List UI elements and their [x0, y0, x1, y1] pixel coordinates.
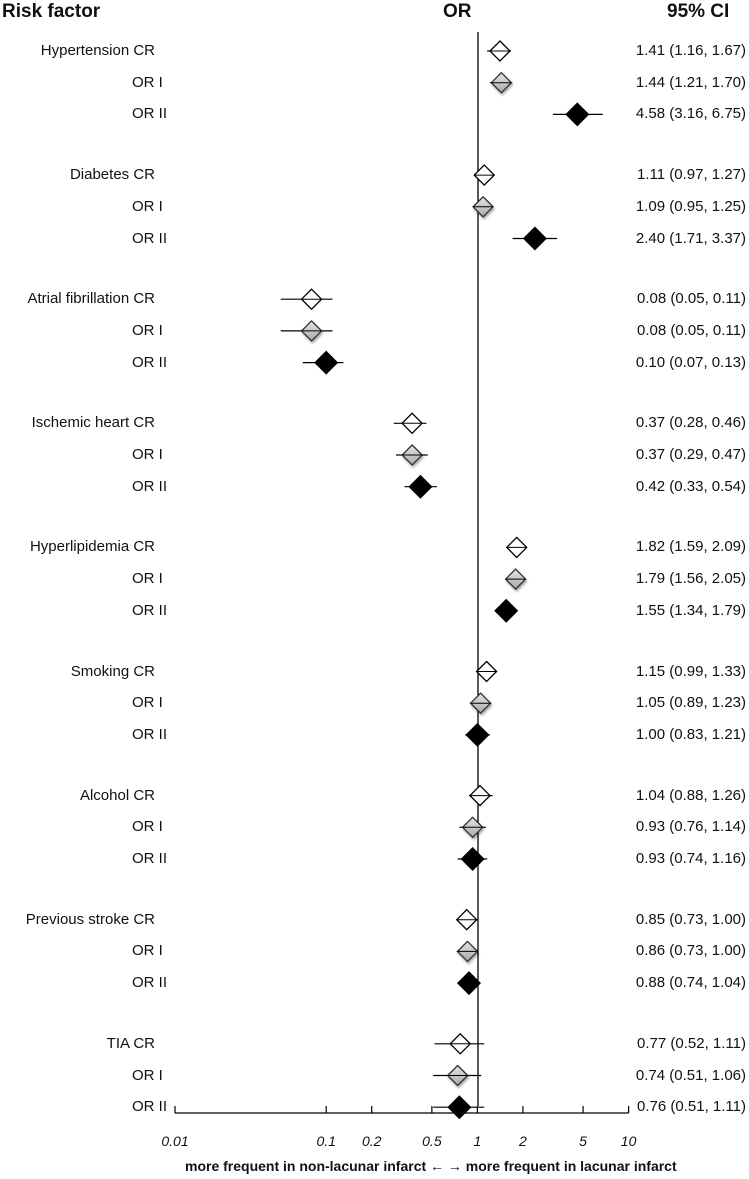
estimate-marker	[303, 351, 344, 375]
ci-value: 0.08 (0.05, 0.11)	[637, 290, 746, 308]
axis-tick-label: 2	[519, 1133, 527, 1149]
estimate-marker	[469, 786, 493, 806]
axis-tick-label: 0.01	[161, 1133, 189, 1149]
estimate-marker	[477, 662, 497, 682]
ci-value: 0.93 (0.76, 1.14)	[635, 818, 746, 836]
row-label-sub: OR I	[132, 694, 163, 712]
estimate-marker	[281, 321, 333, 341]
row-label-group: Atrial fibrillation CR	[27, 290, 155, 308]
row-label-sub: OR II	[132, 1098, 168, 1116]
row-label-group: Ischemic heart CR	[31, 414, 155, 432]
row-label-sub: OR II	[132, 974, 168, 992]
estimate-marker	[396, 445, 428, 465]
estimate-marker	[457, 941, 478, 961]
header-ci: 95% CI	[667, 1, 730, 22]
row-label-group: Hypertension CR	[40, 42, 155, 59]
ci-value: 0.10 (0.07, 0.13)	[635, 353, 746, 371]
direction-annotation: more frequent in non-lacunar infarct ← → more frequent in lacunar infarct	[185, 1158, 677, 1174]
estimate-marker	[487, 41, 511, 61]
row-label-sub: OR I	[132, 818, 163, 836]
row-label-group: Previous stroke CR	[25, 910, 155, 928]
ci-value: 1.09 (0.95, 1.25)	[635, 197, 746, 215]
ci-value: 0.88 (0.74, 1.04)	[635, 974, 746, 992]
ci-value: 1.44 (1.21, 1.70)	[635, 73, 746, 91]
row-label-group: Alcohol CR	[79, 786, 155, 804]
header-risk-factor: Risk factor	[2, 1, 101, 22]
estimate-marker	[474, 165, 494, 185]
estimate-marker	[490, 73, 512, 93]
row-label-group: Hyperlipidemia CR	[29, 538, 155, 556]
row-label-group: TIA CR	[106, 1034, 155, 1052]
ci-value: 1.04 (0.88, 1.26)	[635, 786, 746, 804]
ci-value: 0.85 (0.73, 1.00)	[635, 910, 746, 928]
row-label-sub: OR II	[132, 601, 168, 619]
ci-value: 0.76 (0.51, 1.11)	[637, 1098, 746, 1116]
ci-value: 0.37 (0.28, 0.46)	[635, 414, 746, 432]
ci-value: 4.58 (3.16, 6.75)	[635, 105, 746, 123]
estimate-marker	[459, 817, 486, 837]
ci-value: 1.00 (0.83, 1.21)	[635, 725, 746, 743]
data-markers	[281, 41, 603, 1119]
x-axis	[175, 1106, 629, 1113]
ci-value: 0.74 (0.51, 1.06)	[635, 1066, 746, 1084]
ci-value: 1.41 (1.16, 1.67)	[635, 42, 746, 59]
row-label-sub: OR I	[132, 942, 163, 960]
ci-value: 1.82 (1.59, 2.09)	[635, 538, 746, 556]
row-label-sub: OR I	[132, 446, 163, 463]
axis-tick-label: 1	[473, 1133, 482, 1149]
estimate-marker	[394, 413, 427, 433]
estimate-marker	[506, 569, 526, 589]
ci-value: 0.86 (0.73, 1.00)	[635, 942, 746, 960]
row-label-sub: OR II	[132, 105, 168, 123]
row-label-group: Diabetes CR	[69, 166, 155, 184]
ci-value: 1.15 (0.99, 1.33)	[635, 662, 746, 680]
row-label-sub: OR II	[132, 229, 168, 247]
estimate-marker	[465, 723, 490, 747]
row-label-sub: OR II	[132, 850, 168, 867]
ci-value: 1.55 (1.34, 1.79)	[635, 601, 746, 619]
estimate-marker	[553, 102, 603, 126]
ci-value: 1.11 (0.97, 1.27)	[637, 166, 746, 184]
axis-tick-label: 0.1	[316, 1133, 336, 1149]
ci-value: 2.40 (1.71, 3.37)	[635, 229, 746, 247]
axis-tick-label: 0.2	[361, 1133, 382, 1149]
row-label-group: Smoking CR	[70, 662, 155, 680]
estimate-marker	[473, 197, 493, 217]
row-label-sub: OR I	[132, 197, 163, 215]
ci-value: 0.42 (0.33, 0.54)	[635, 477, 746, 495]
ci-value: 0.37 (0.29, 0.47)	[635, 446, 746, 463]
estimate-marker	[433, 1095, 484, 1119]
row-label-sub: OR I	[132, 570, 163, 588]
row-label-sub: OR I	[132, 1066, 163, 1084]
ci-value: 0.77 (0.52, 1.11)	[637, 1034, 746, 1052]
ci-value: 1.05 (0.89, 1.23)	[635, 694, 746, 712]
estimate-marker	[434, 1034, 484, 1054]
estimate-marker	[433, 1066, 481, 1086]
estimate-marker	[470, 693, 491, 713]
row-label-sub: OR I	[132, 321, 163, 339]
ci-value: 0.93 (0.74, 1.16)	[635, 850, 746, 867]
estimate-marker	[507, 537, 527, 557]
estimate-marker	[458, 847, 488, 871]
header-or: OR	[443, 1, 472, 22]
estimate-marker	[281, 289, 333, 309]
estimate-marker	[405, 475, 437, 499]
estimate-marker	[457, 910, 478, 930]
estimate-marker	[513, 227, 558, 251]
ci-value: 0.08 (0.05, 0.11)	[637, 321, 746, 339]
row-label-sub: OR I	[132, 73, 163, 91]
estimate-marker	[494, 599, 518, 623]
ci-value: 1.79 (1.56, 2.05)	[635, 570, 746, 588]
axis-tick-label: 5	[579, 1133, 587, 1149]
row-label-sub: OR II	[132, 725, 168, 743]
axis-tick-label: 10	[620, 1133, 637, 1149]
axis-tick-label: 0.5	[422, 1133, 442, 1149]
row-label-sub: OR II	[132, 353, 168, 371]
row-label-sub: OR II	[132, 477, 168, 495]
